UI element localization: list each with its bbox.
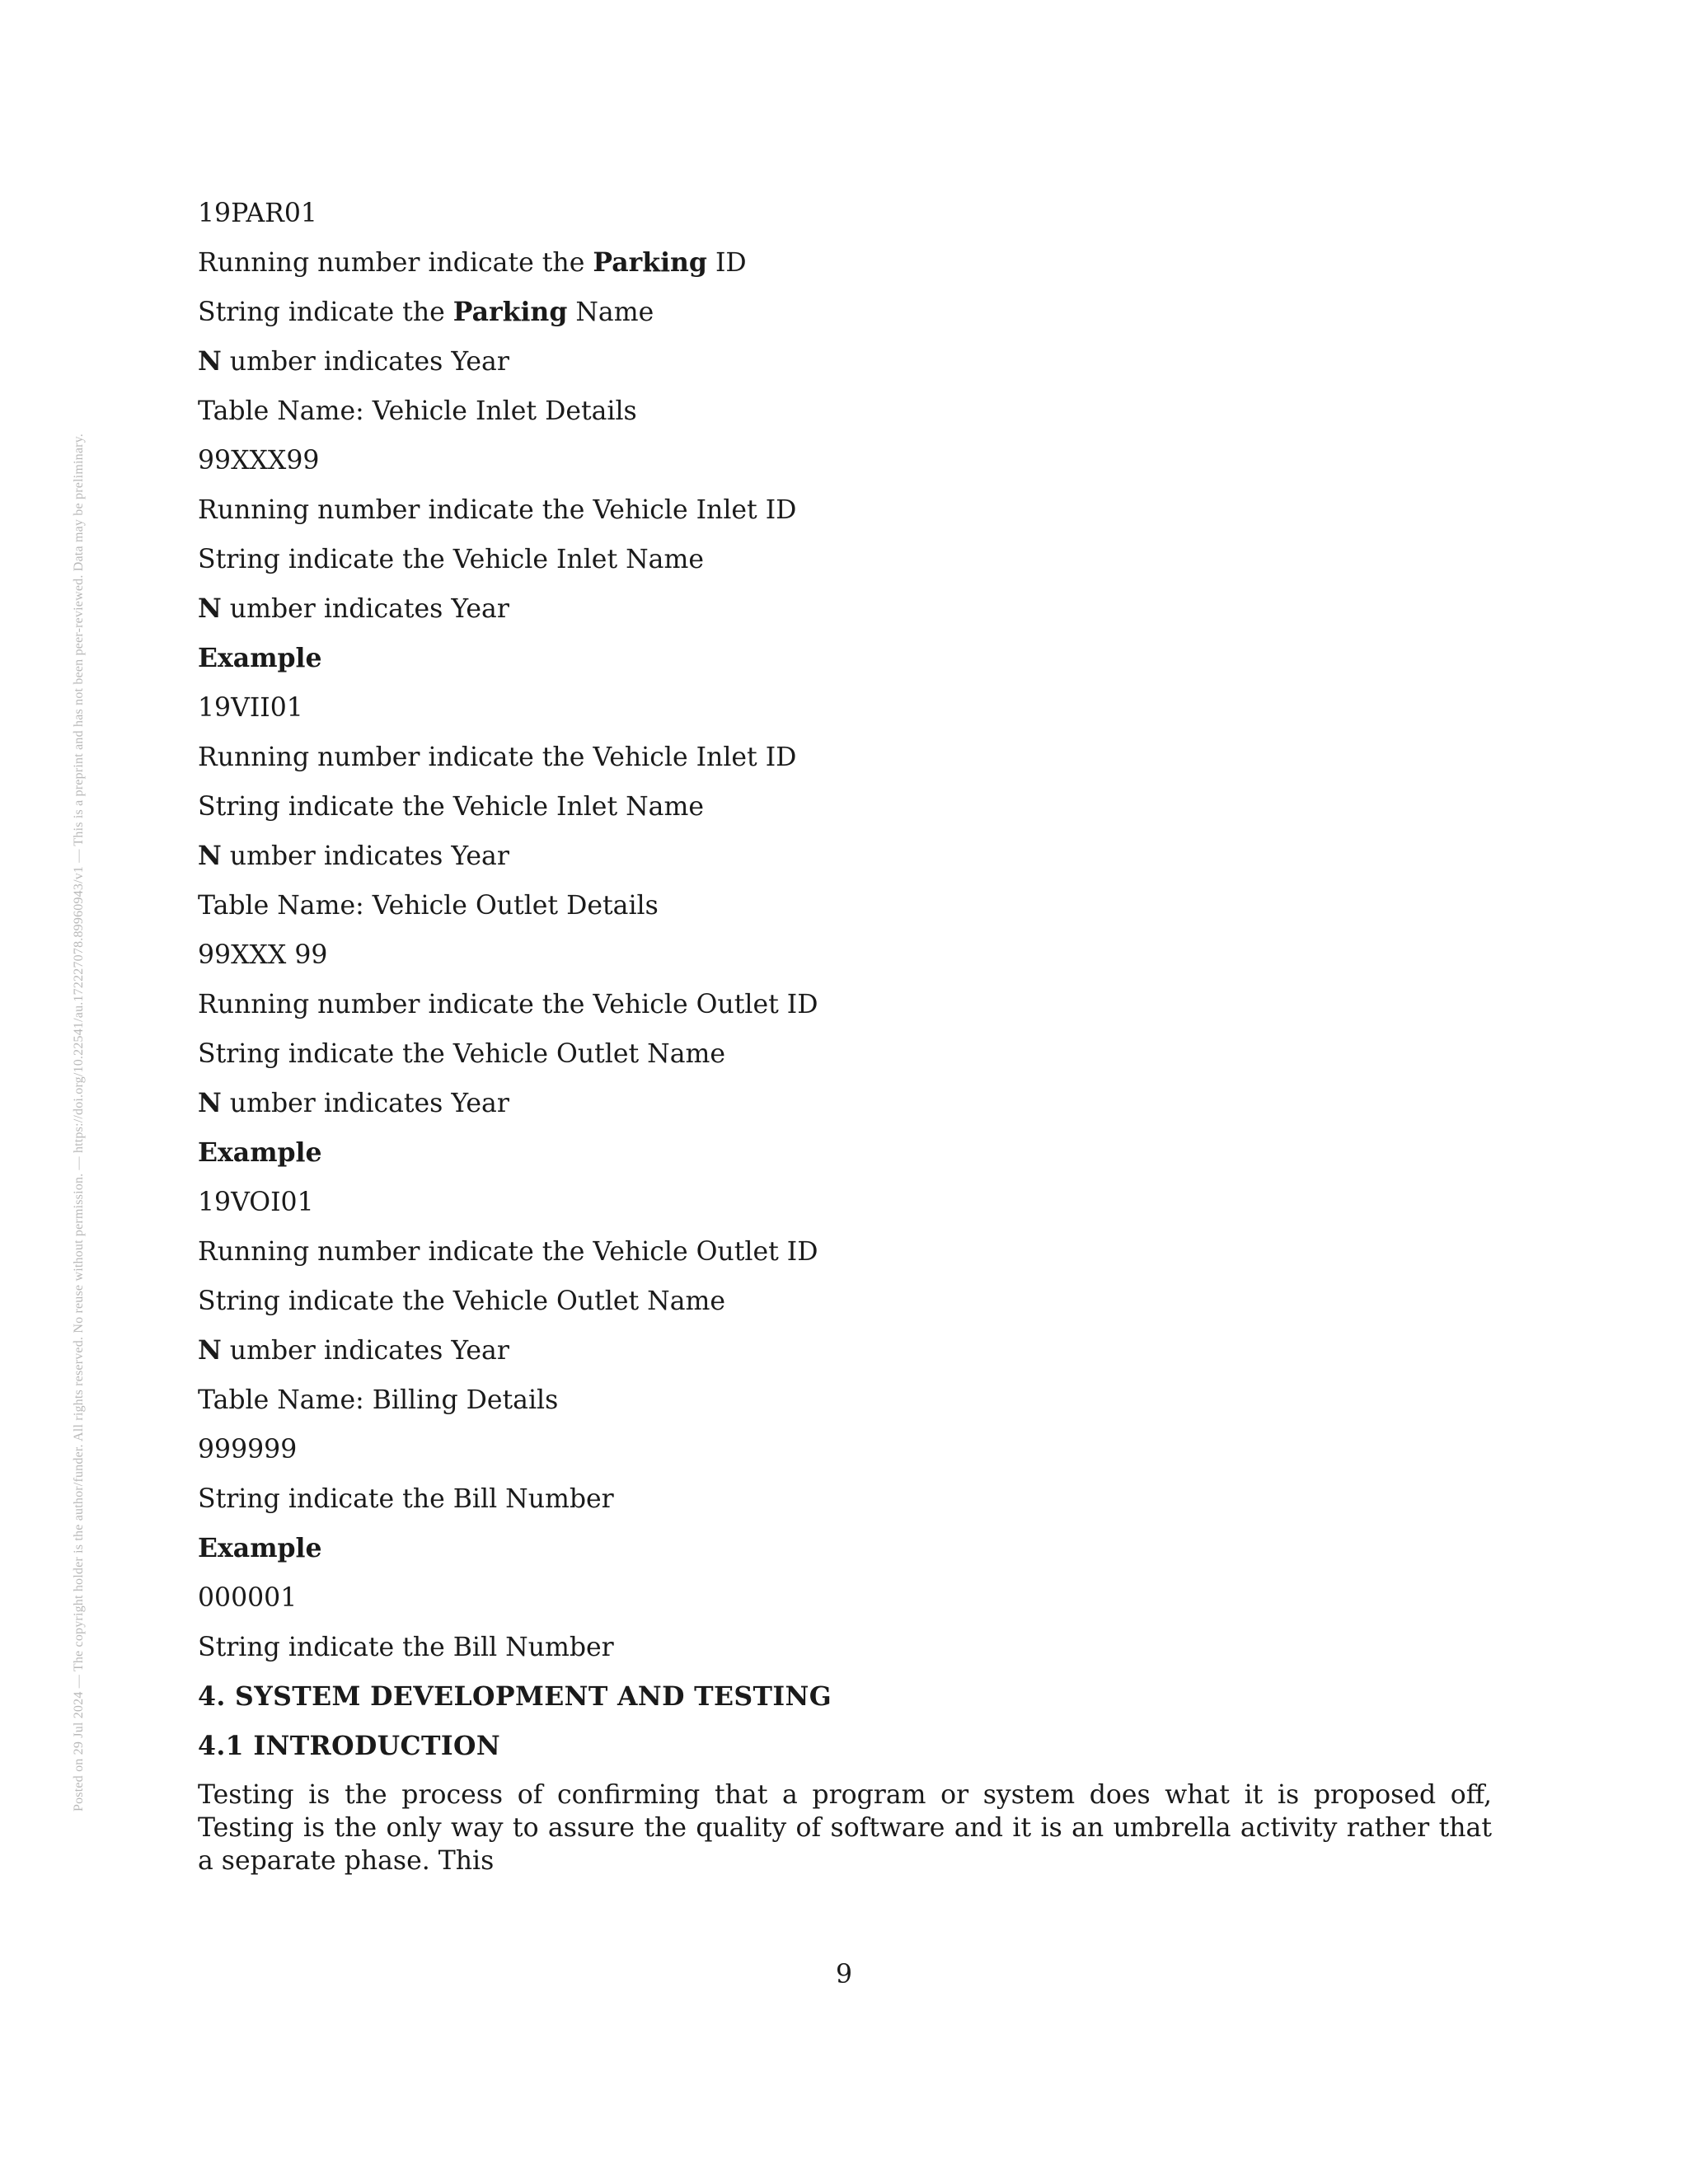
text-line <box>198 1037 1492 1071</box>
page-number: 9 <box>835 1960 853 1990</box>
text-line <box>198 1531 1492 1566</box>
bold-term: N <box>198 593 222 624</box>
line-text: Table Name: Vehicle Inlet Details <box>198 396 637 426</box>
line-text: String indicate the Bill Number <box>198 1633 614 1662</box>
line-text: Table Name: Billing Details <box>198 1385 559 1415</box>
text-line <box>198 1581 1492 1615</box>
bold-term: Parking <box>593 247 707 278</box>
preprint-watermark: Posted on 29 Jul 2024 — The copyright holder is the author/funder. All rights reserved. No reuse without permission. — https://doi.org/10.22541/au.172227078.89960943/v1 — This is a preprint and has not been peer-reviewed. Data may be preliminary. <box>72 433 86 1812</box>
line-text: 19VII01 <box>198 693 303 723</box>
line-text: Running number indicate the Vehicle Inlet ID <box>198 495 797 525</box>
text-line <box>198 394 1492 429</box>
line-text: Table Name: Vehicle Outlet Details <box>198 891 659 921</box>
text-line <box>198 443 1492 478</box>
line-text: String indicate the Vehicle Inlet Name <box>198 545 704 574</box>
text-line <box>198 1185 1492 1220</box>
text-line <box>198 344 1492 379</box>
text-line <box>198 1284 1492 1319</box>
text-line <box>198 987 1492 1022</box>
text-line <box>198 1235 1492 1269</box>
bold-term: N <box>198 841 222 871</box>
line-text: Running number indicate the <box>198 248 593 278</box>
intro-paragraph: Testing is the process of confirming that a program or system does what it is proposed off, Testing is the only way to assure the quality of software and it is an umbrella activity rather that a separate phase. This <box>198 1780 1492 1876</box>
bold-term: Example <box>198 1137 322 1168</box>
text-line <box>198 1333 1492 1368</box>
line-text: 19VOI01 <box>198 1188 314 1217</box>
bold-term: N <box>198 1335 222 1366</box>
bold-term: N <box>198 346 222 377</box>
text-line <box>198 295 1492 330</box>
text-line <box>198 1136 1492 1170</box>
line-text: Running number indicate the Vehicle Outlet ID <box>198 990 818 1019</box>
line-text: String indicate the Vehicle Outlet Name <box>198 1286 726 1316</box>
text-line <box>198 691 1492 725</box>
text-line <box>198 641 1492 676</box>
line-text: umber indicates Year <box>221 841 509 871</box>
text-line <box>198 1383 1492 1418</box>
line-text: 99XXX 99 <box>198 940 328 970</box>
bold-term: Example <box>198 1533 322 1563</box>
text-line <box>198 542 1492 577</box>
line-text: umber indicates Year <box>221 594 509 624</box>
line-text: umber indicates Year <box>221 347 509 377</box>
text-line <box>198 938 1492 972</box>
field-description-list <box>198 196 1492 1665</box>
text-line <box>198 740 1492 775</box>
text-line <box>198 790 1492 824</box>
page-content <box>198 196 1492 1877</box>
text-line <box>198 888 1492 923</box>
text-line <box>198 1482 1492 1516</box>
text-line <box>198 839 1492 874</box>
line-text: 999999 <box>198 1435 298 1465</box>
section-heading: 4. SYSTEM DEVELOPMENT AND TESTING <box>198 1681 832 1712</box>
text-line <box>198 1630 1492 1665</box>
text-line <box>198 493 1492 527</box>
bold-term: N <box>198 1088 222 1118</box>
line-text: 000001 <box>198 1583 298 1613</box>
text-line <box>198 1432 1492 1467</box>
line-text: umber indicates Year <box>221 1089 509 1118</box>
line-text: 19PAR01 <box>198 199 317 228</box>
text-line <box>198 592 1492 626</box>
line-text: Running number indicate the Vehicle Inlet ID <box>198 743 797 772</box>
text-line <box>198 196 1492 231</box>
bold-term: Parking <box>452 297 568 327</box>
line-text: String indicate the Bill Number <box>198 1484 614 1514</box>
subsection-heading: 4.1 INTRODUCTION <box>198 1731 501 1761</box>
line-text: Running number indicate the Vehicle Outlet ID <box>198 1237 818 1267</box>
text-line <box>198 1086 1492 1121</box>
line-text: 99XXX99 <box>198 446 320 476</box>
line-text: umber indicates Year <box>221 1336 509 1366</box>
line-text: String indicate the Vehicle Inlet Name <box>198 792 704 822</box>
text-line <box>198 246 1492 280</box>
line-text: ID <box>706 248 747 278</box>
line-text: String indicate the <box>198 298 453 327</box>
line-text: String indicate the Vehicle Outlet Name <box>198 1039 726 1069</box>
bold-term: Example <box>198 643 322 673</box>
line-text: Name <box>567 298 654 327</box>
